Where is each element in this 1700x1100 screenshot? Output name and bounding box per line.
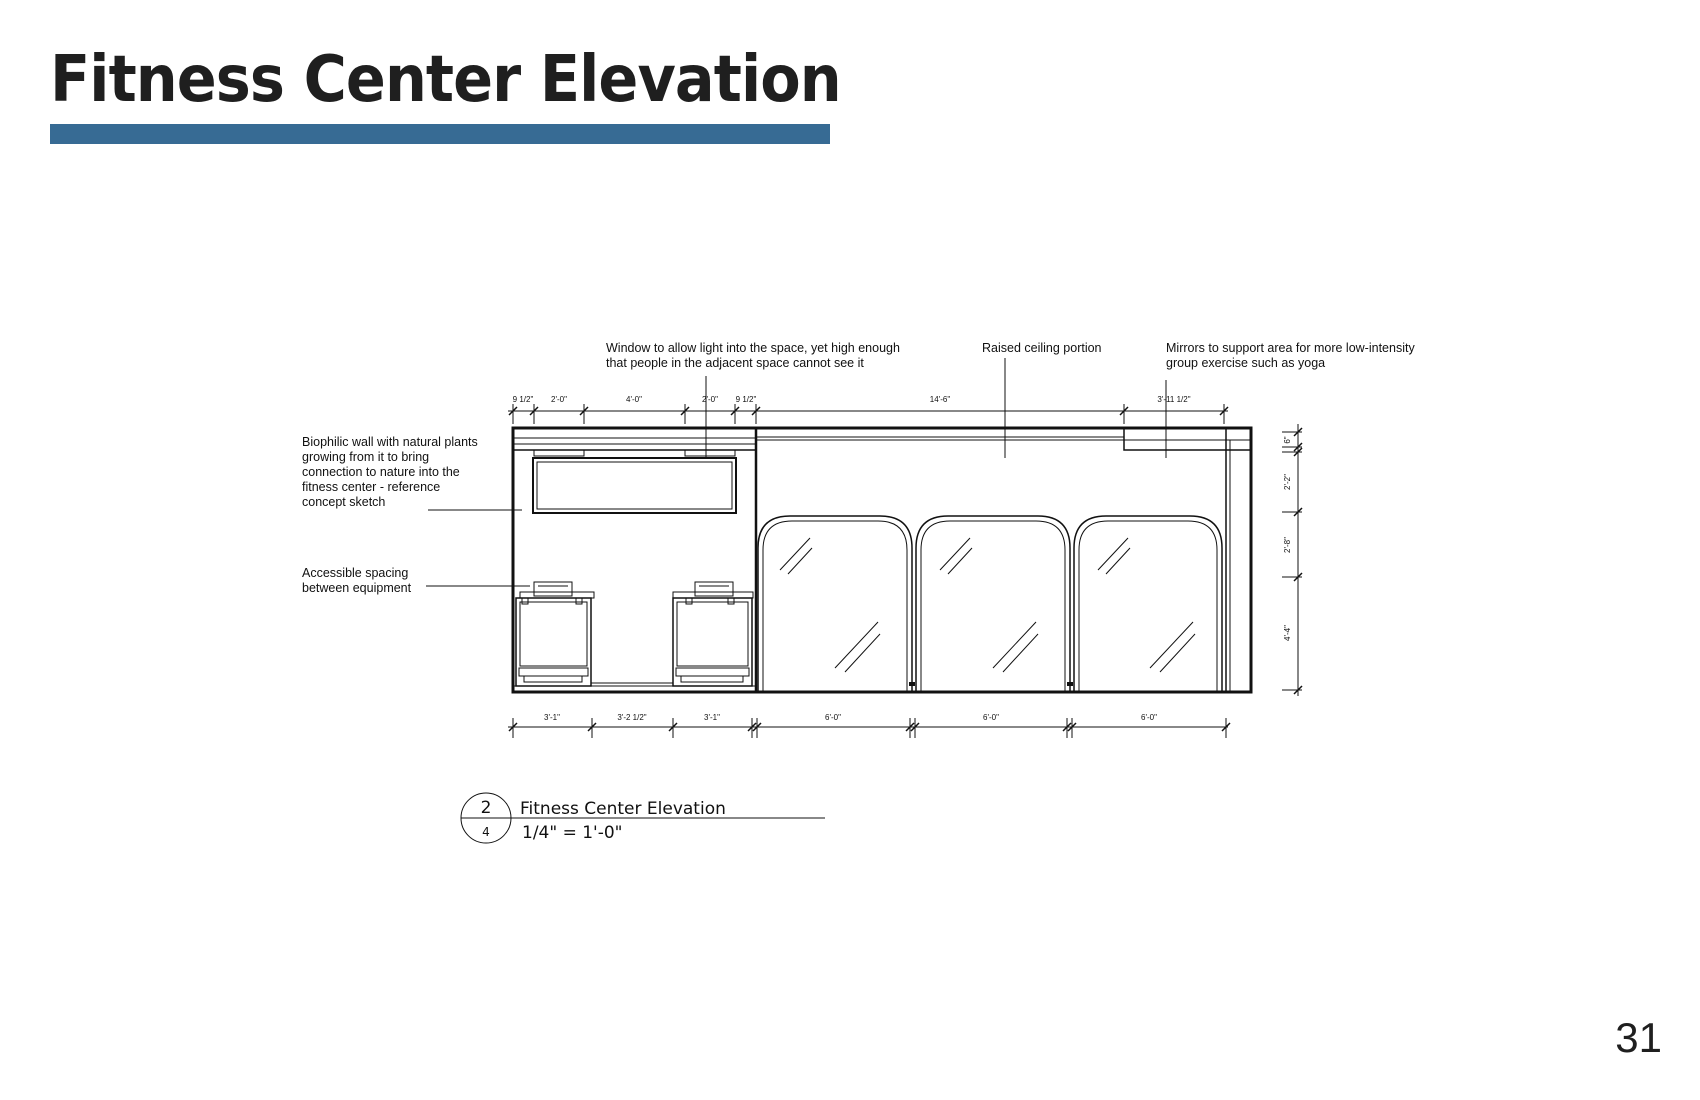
dim-label-right: 2'-2" [1283,474,1292,490]
annotation-biophilic: Biophilic wall with natural plants growing from it to bring connection to nature into the fitness center - reference concept sketch [302,435,478,509]
dim-label-bottom: 3'-1" [704,713,720,722]
drawing-scale: 1/4" = 1'-0" [522,823,623,843]
annotation-spacing: Accessible spacing between equipment [302,566,412,595]
dimension-top [508,404,1228,424]
dim-label-bottom: 6'-0" [825,713,841,722]
equipment-left [516,582,594,686]
page-number: 31 [1615,1014,1662,1061]
mirror-clip [1067,682,1073,686]
drawing-title: Fitness Center Elevation [520,799,726,819]
equipment-right [673,582,753,686]
dim-label-right: 6" [1283,436,1292,444]
mirror-1 [758,516,912,692]
mirror-2 [916,516,1070,692]
dim-label-top: 2'-0" [551,395,567,404]
mirror-3 [1074,516,1222,692]
dim-label-top: 4'-0" [626,395,642,404]
sheet-number: 4 [482,825,490,839]
dimension-bottom [508,718,1230,738]
dim-label-top: 9 1/2" [735,395,757,404]
annotation-mirrors: Mirrors to support area for more low-intensity group exercise such as yoga [1166,341,1415,370]
dim-label-top: 2'-0" [702,395,718,404]
vent-right [685,450,735,456]
dim-label-top: 14'-6" [929,395,951,404]
dim-label-right: 4'-4" [1283,625,1292,641]
mirror-clip [909,682,915,686]
dim-label-right: 2'-8" [1283,537,1292,553]
wall-outline [513,428,1251,692]
dim-label-top: 9 1/2" [512,395,534,404]
right-soffit [1124,428,1251,450]
dim-label-bottom: 3'-1" [544,713,560,722]
high-window [533,458,736,513]
dim-label-top: 3'-11 1/2" [1157,395,1191,404]
dimension-right [1282,424,1302,696]
drawing-number: 2 [480,798,492,818]
page-title: Fitness Center Elevation [50,43,841,117]
dim-label-bottom: 6'-0" [1141,713,1157,722]
high-window-inner [537,462,732,509]
vent-left [534,450,584,456]
annotation-window: Window to allow light into the space, yet high enough that people in the adjacent space cannot see it [606,341,900,370]
annotation-raised-ceiling: Raised ceiling portion [982,341,1102,355]
dim-label-bottom: 6'-0" [983,713,999,722]
dim-label-bottom: 3'-2 1/2" [617,713,647,722]
